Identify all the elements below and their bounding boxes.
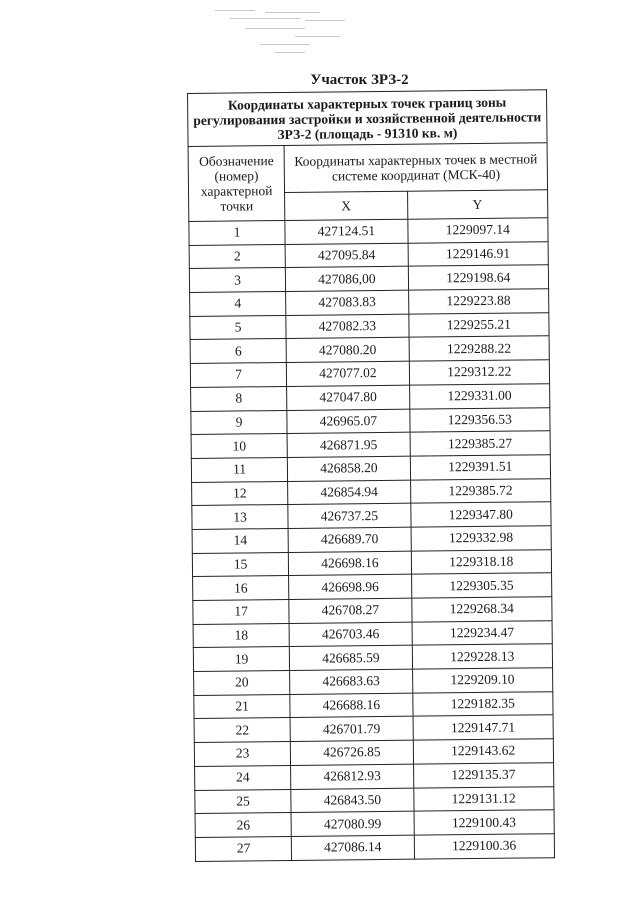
coord-y: 1229385.27 [410, 431, 551, 456]
coord-y: 1229356.53 [409, 407, 550, 432]
coord-x: 426698.16 [289, 551, 412, 576]
coord-x: 426843.50 [291, 788, 414, 813]
coord-x: 426703.46 [289, 622, 412, 647]
coord-y: 1229255.21 [408, 312, 549, 337]
coord-y: 1229305.35 [411, 573, 552, 598]
coord-y: 1229331.00 [409, 384, 550, 409]
coord-y: 1229100.36 [414, 834, 555, 859]
coord-x: 426701.79 [290, 717, 413, 742]
coord-x: 426708.27 [289, 598, 412, 623]
coord-y: 1229385.72 [410, 478, 551, 503]
point-number: 16 [193, 576, 290, 601]
header-coordinates: Координаты характерных точек в местной системе координат (МСК-40) [284, 143, 547, 193]
coord-y: 1229209.10 [412, 668, 553, 693]
coord-x: 426871.95 [287, 432, 410, 457]
point-number: 23 [194, 742, 291, 767]
coord-y: 1229332.98 [411, 526, 552, 551]
point-number: 22 [194, 718, 291, 743]
coord-x: 427080.20 [286, 338, 409, 363]
point-number: 26 [195, 813, 292, 838]
coord-y: 1229182.35 [412, 691, 553, 716]
point-number: 4 [190, 292, 287, 317]
coord-y: 1229228.13 [412, 644, 553, 669]
coord-y: 1229147.71 [413, 715, 554, 740]
point-number: 7 [190, 363, 287, 388]
coord-x: 426726.85 [291, 740, 414, 765]
coord-y: 1229347.80 [410, 502, 551, 527]
coord-x: 426965.07 [287, 409, 410, 434]
coord-x: 427124.51 [285, 219, 408, 244]
point-number: 12 [192, 481, 289, 506]
point-number: 11 [191, 457, 288, 482]
point-number: 27 [195, 836, 292, 861]
coord-x: 426698.96 [289, 574, 412, 599]
point-number: 10 [191, 434, 288, 459]
point-number: 14 [192, 528, 289, 553]
header-designation: Обозначение (номер) характерной точки [188, 145, 285, 221]
coord-y: 1229234.47 [412, 620, 553, 645]
coord-x: 426858.20 [288, 456, 411, 481]
point-number: 21 [194, 694, 291, 719]
coord-y: 1229143.62 [413, 739, 554, 764]
point-number: 6 [190, 339, 287, 364]
header-y: Y [407, 190, 548, 219]
coord-y: 1229131.12 [413, 786, 554, 811]
point-number: 18 [193, 623, 290, 648]
coord-x: 427080.99 [291, 811, 414, 836]
coord-y: 1229268.34 [411, 597, 552, 622]
coord-x: 427083.83 [286, 290, 409, 315]
coord-y: 1229318.18 [411, 549, 552, 574]
coord-x: 427077.02 [287, 361, 410, 386]
coord-y: 1229100.43 [414, 810, 555, 835]
point-number: 25 [195, 789, 292, 814]
point-number: 8 [191, 386, 288, 411]
coord-x: 427086,00 [286, 267, 409, 292]
point-number: 20 [194, 671, 291, 696]
coord-x: 426689.70 [288, 527, 411, 552]
coord-y: 1229312.22 [409, 360, 550, 385]
coordinates-table [187, 89, 555, 861]
coord-y: 1229198.64 [408, 265, 549, 290]
table-row [195, 834, 554, 861]
point-number: 24 [195, 765, 292, 790]
point-number: 2 [189, 244, 286, 269]
point-number: 3 [189, 268, 286, 293]
coord-x: 427086.14 [292, 835, 415, 860]
plot-title: Участок ЗРЗ-2 [310, 72, 409, 88]
coord-y: 1229135.37 [413, 763, 554, 788]
coord-x: 426737.25 [288, 503, 411, 528]
point-number: 9 [191, 410, 288, 435]
coord-x: 426683.63 [290, 669, 413, 694]
header-x: X [285, 191, 408, 220]
coord-y: 1229288.22 [409, 336, 550, 361]
point-number: 13 [192, 505, 289, 530]
coord-x: 426685.59 [290, 646, 413, 671]
coord-x: 426812.93 [291, 764, 414, 789]
coord-x: 427047.80 [287, 385, 410, 410]
coord-x: 426688.16 [290, 693, 413, 718]
point-number: 1 [189, 220, 286, 245]
coord-x: 427095.84 [285, 243, 408, 268]
point-number: 15 [192, 552, 289, 577]
point-number: 17 [193, 599, 290, 624]
coord-x: 427082.33 [286, 314, 409, 339]
coord-y: 1229391.51 [410, 455, 551, 480]
coord-y: 1229097.14 [407, 218, 548, 243]
coord-x: 426854.94 [288, 480, 411, 505]
point-number: 5 [190, 315, 287, 340]
point-number: 19 [193, 647, 290, 672]
coord-y: 1229223.88 [408, 289, 549, 314]
coord-y: 1229146.91 [408, 241, 549, 266]
scan-speckle [205, 6, 405, 76]
table-caption: Координаты характерных точек границ зоны регулирования застройки и хозяйственной деятельности ЗРЗ-2 (площадь - 91310 кв. м) [188, 90, 548, 147]
